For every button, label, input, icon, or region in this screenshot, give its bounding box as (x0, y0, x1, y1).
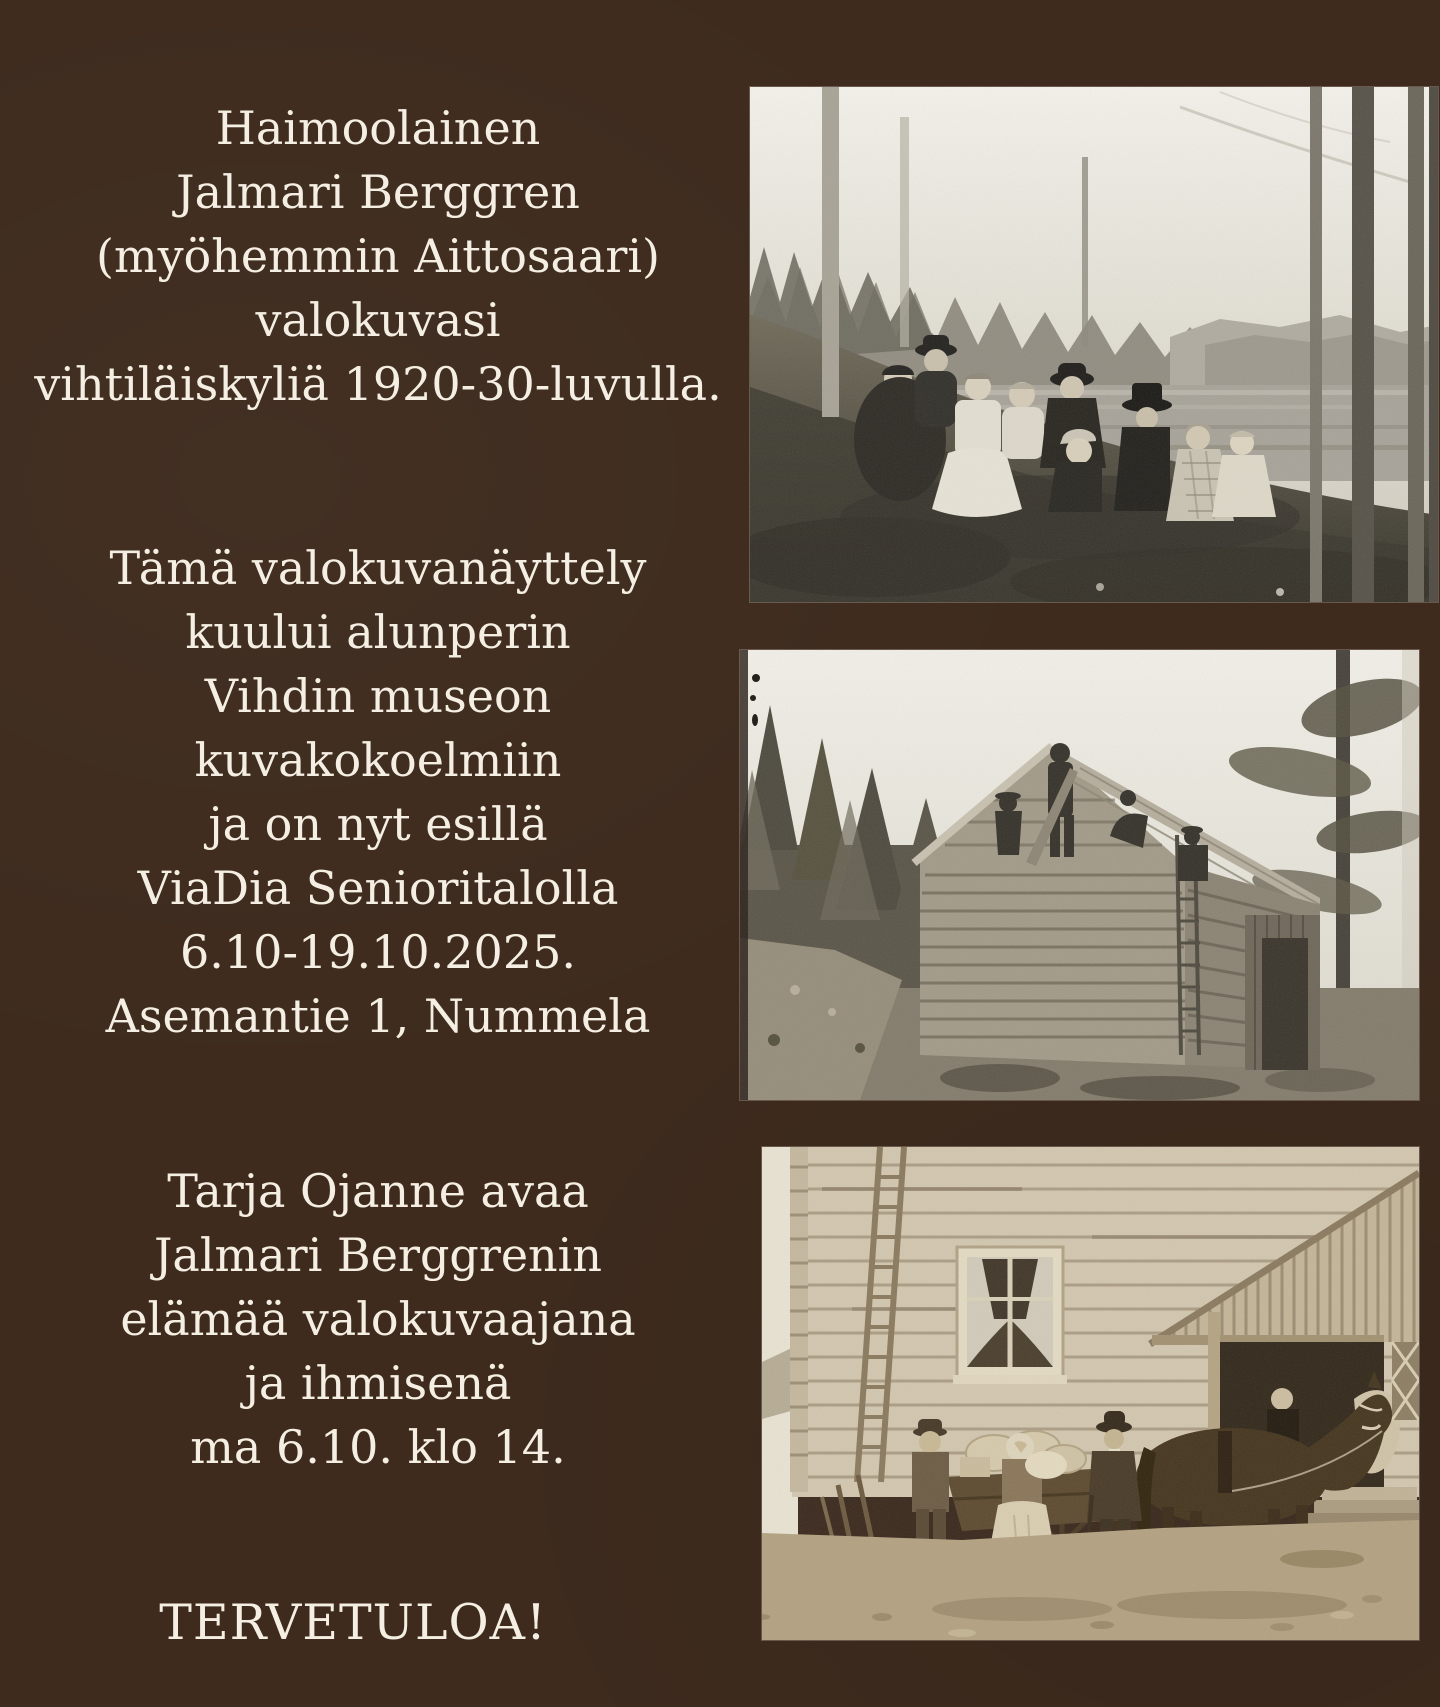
intro-line: Jalmari Berggren (176, 165, 580, 219)
horse-and-cart-illustration (762, 1147, 1419, 1640)
exhibition-line: 6.10-19.10.2025. (180, 925, 576, 979)
exhibition-line: kuului alunperin (185, 605, 571, 659)
opening-line: ma 6.10. klo 14. (190, 1420, 566, 1474)
intro-line: Haimoolainen (215, 101, 541, 155)
group-by-lake-illustration (750, 87, 1438, 602)
horse-and-cart-photo (762, 1147, 1419, 1640)
exhibition-text-block (8, 536, 748, 1048)
intro-text-block (8, 96, 748, 416)
opening-line: Tarja Ojanne avaa (167, 1164, 589, 1218)
exhibition-line: Tämä valokuvanäyttely (109, 541, 647, 595)
film-grain (762, 1147, 1419, 1640)
opening-line: elämää valokuvaajana (120, 1292, 636, 1346)
film-grain (740, 650, 1419, 1100)
exhibition-line: Vihdin museon (204, 669, 552, 723)
intro-line: valokuvasi (255, 293, 501, 347)
intro-line: vihtiläiskyliä 1920-30-luvulla. (34, 357, 722, 411)
group-by-lake-photo (750, 87, 1438, 602)
exhibition-line: ViaDia Senioritalolla (137, 861, 619, 915)
opening-event-text-block (8, 1159, 748, 1479)
welcome-text: TERVETULOA! (159, 1594, 547, 1651)
opening-line: Jalmari Berggrenin (153, 1228, 603, 1282)
cabin-roofing-illustration (740, 650, 1419, 1100)
exhibition-line: Asemantie 1, Nummela (105, 989, 651, 1043)
opening-line: ja ihmisenä (244, 1356, 512, 1410)
exhibition-line: ja on nyt esillä (208, 797, 548, 851)
exhibition-line: kuvakokoelmiin (194, 733, 562, 787)
film-grain (750, 87, 1438, 602)
intro-line: (myöhemmin Aittosaari) (96, 229, 660, 283)
cabin-roofing-photo (740, 650, 1419, 1100)
